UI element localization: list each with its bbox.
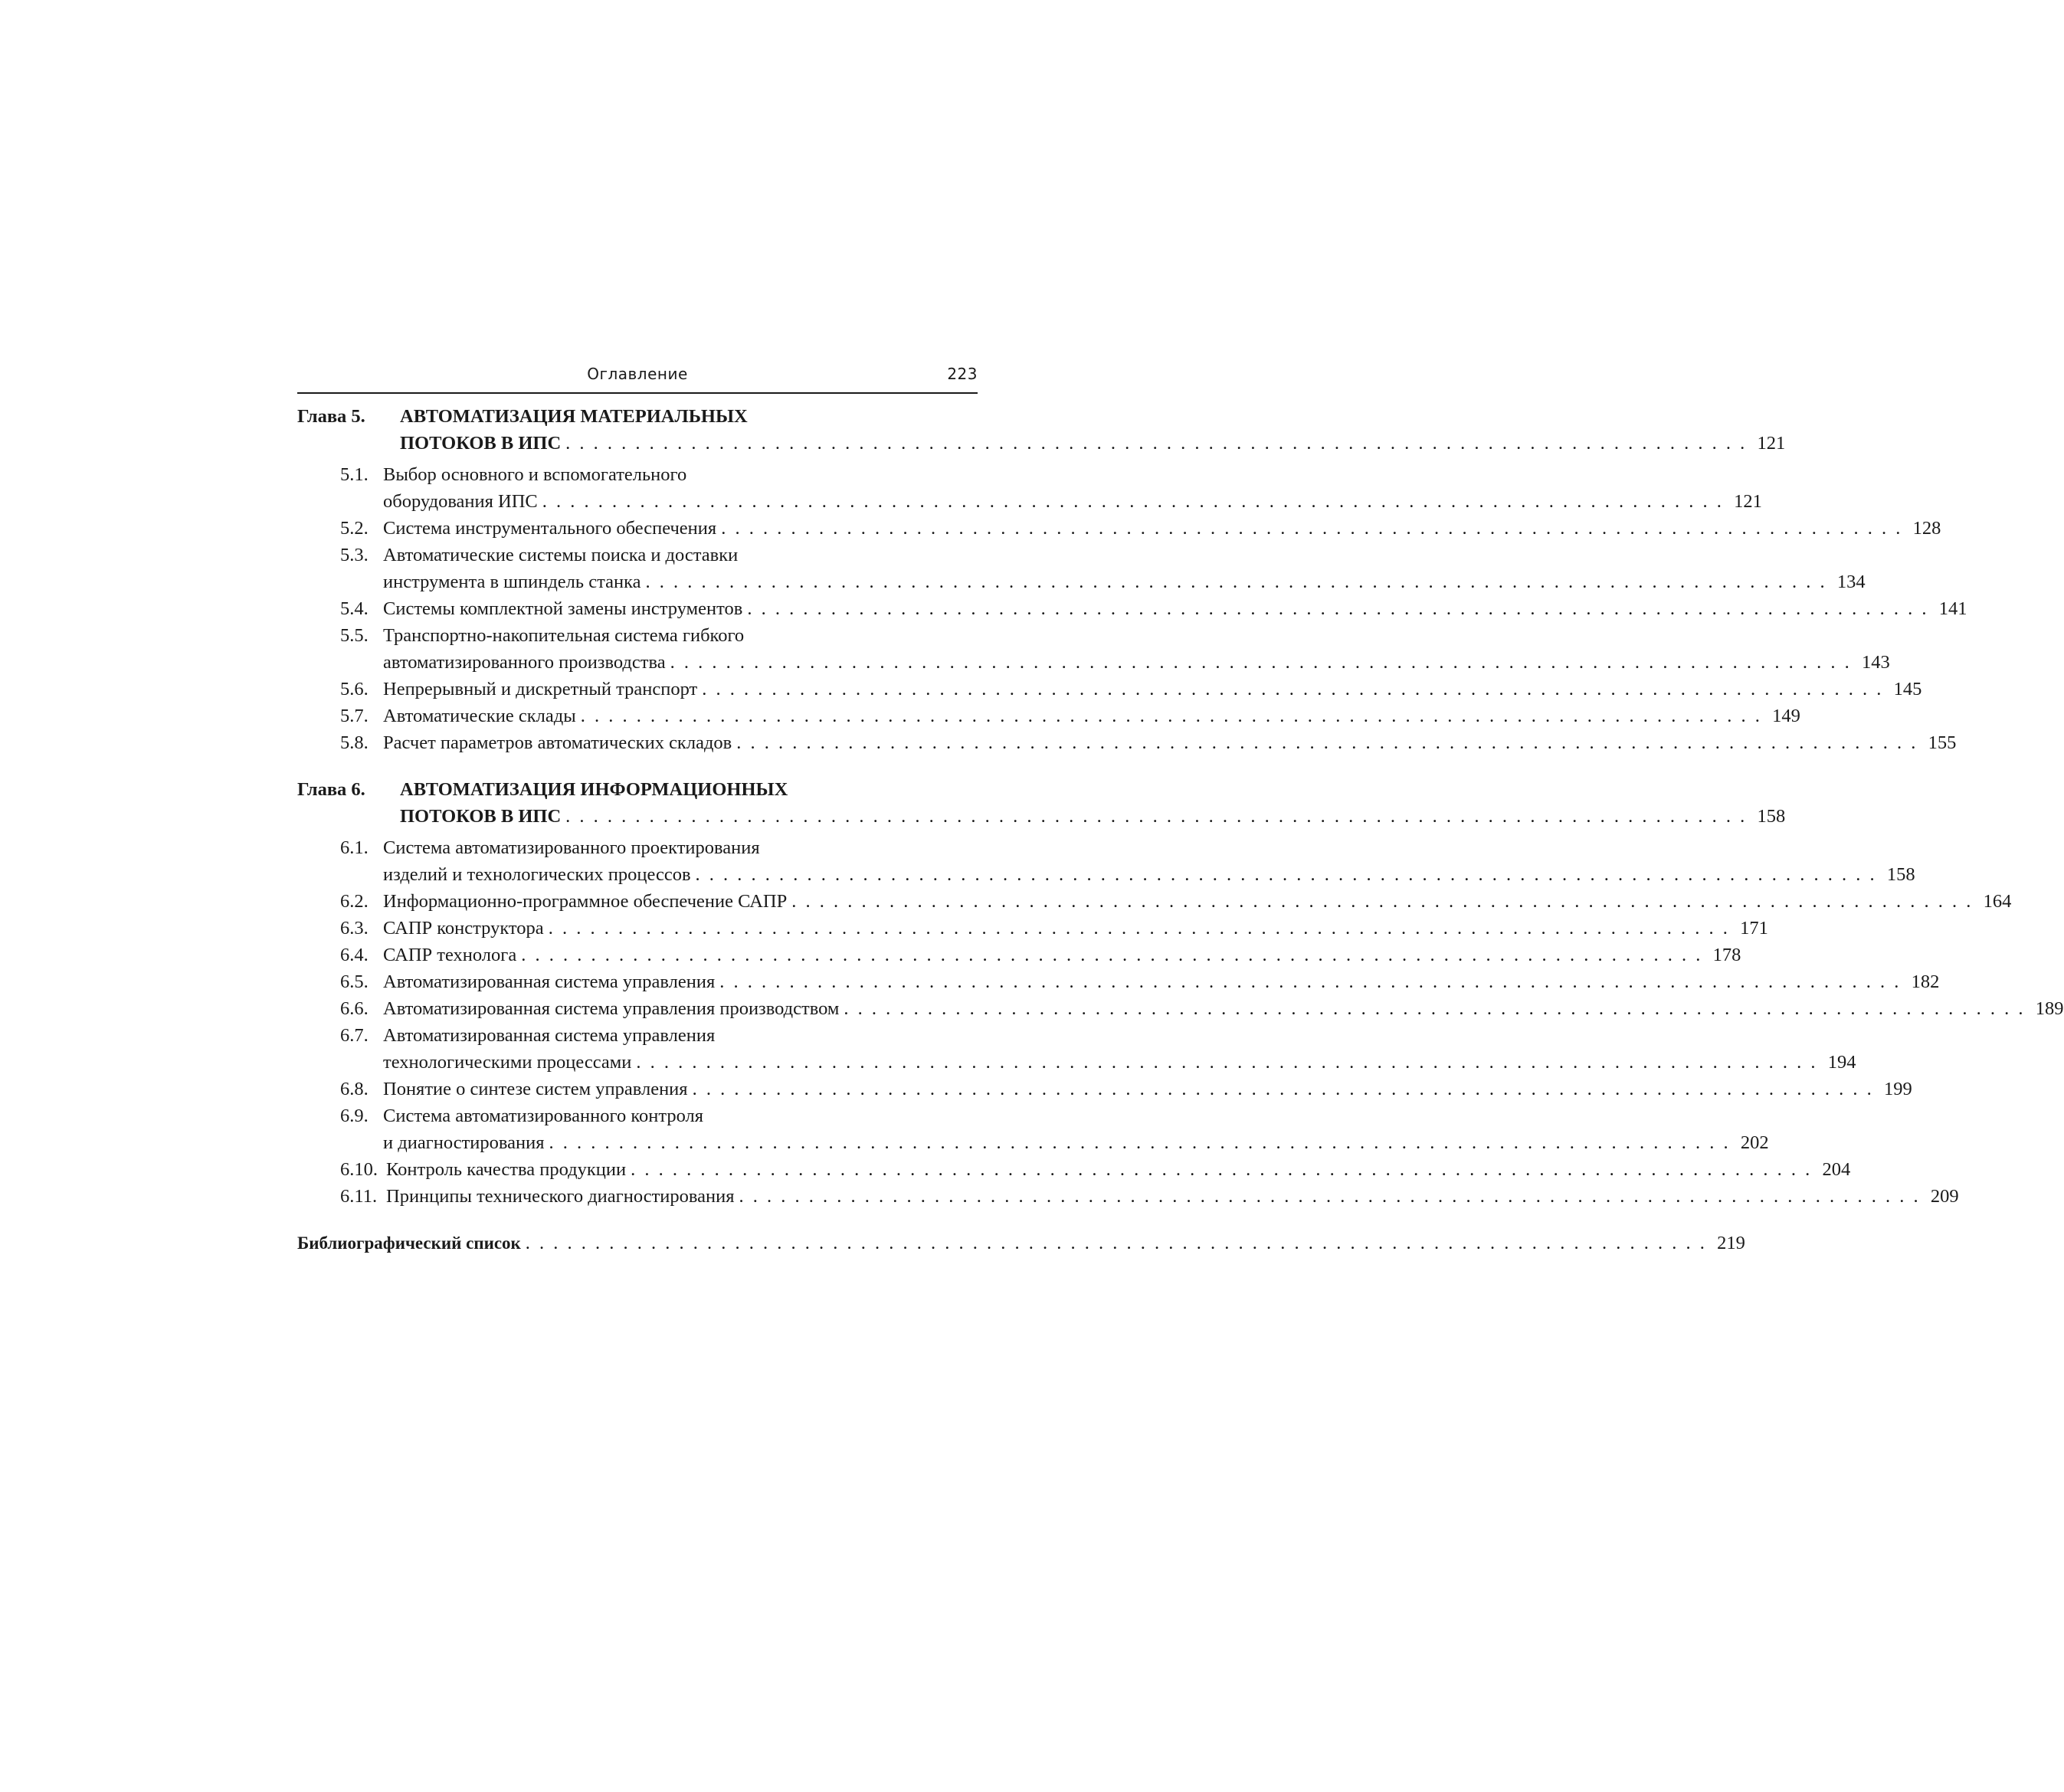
dot-leader [549, 915, 1730, 942]
dot-leader [747, 595, 1928, 622]
chapter-label: Глава 5. [297, 406, 365, 427]
running-head-title: Оглавление [587, 365, 688, 383]
section-page-number: 155 [1928, 732, 1957, 753]
toc-entry-6-5[interactable] [297, 968, 1940, 995]
section-number: 6.6. [340, 998, 369, 1019]
chapter-label: Глава 6. [297, 779, 365, 800]
dot-leader [542, 488, 1724, 515]
toc-entry-5-2[interactable] [297, 515, 1941, 542]
toc-entry-5-1[interactable] [297, 461, 1762, 515]
section-page-number: 134 [1836, 572, 1866, 592]
section-number: 5.6. [340, 679, 369, 699]
section-page-number: 149 [1772, 706, 1800, 726]
toc-entry-5-4[interactable] [297, 595, 1967, 622]
toc-entry-6-11[interactable] [297, 1183, 1959, 1210]
dot-leader [791, 888, 1973, 915]
dot-leader [636, 1049, 1817, 1076]
section-title-line1: Автоматизированная система управления [383, 971, 716, 992]
section-page-number: 143 [1861, 652, 1890, 673]
toc-entry-5-3[interactable] [297, 542, 1866, 595]
dot-leader [739, 1183, 1921, 1210]
toc-entry-6-9[interactable] [297, 1102, 1769, 1156]
chapter-title-line2: ПОТОКОВ В ИПС [400, 433, 562, 454]
dot-leader [736, 729, 1918, 756]
chapter-title [400, 403, 1785, 457]
dot-leader [702, 676, 1883, 703]
section-page-number: 189 [2035, 998, 2064, 1019]
section-number: 6.8. [340, 1079, 369, 1099]
section-number: 6.2. [340, 891, 369, 912]
toc-entry-5-8[interactable] [297, 729, 1957, 756]
bibliography-page-number: 219 [1717, 1233, 1745, 1253]
section-page-number: 182 [1911, 971, 1940, 992]
section-number: 6.10. [340, 1159, 378, 1180]
chapter-5 [297, 403, 1967, 756]
section-number: 5.3. [340, 545, 369, 565]
section-title-line2: технологическими процессами [383, 1052, 632, 1073]
toc-entry-6-3[interactable] [297, 915, 1768, 942]
section-title-line1: Расчет параметров автоматических складов [383, 732, 732, 753]
section-number: 5.4. [340, 598, 369, 619]
section-title-line1: Система автоматизированного контроля [383, 1106, 704, 1126]
section-number: 5.2. [340, 518, 369, 539]
section-title-line1: Непрерывный и дискретный транспорт [383, 679, 698, 699]
toc-entry-6-8[interactable] [297, 1076, 1912, 1102]
section-page-number: 141 [1938, 598, 1967, 619]
dot-leader [581, 703, 1762, 729]
section-title-line1: Система автоматизированного проектирования [383, 837, 760, 858]
toc-entry-5-7[interactable] [297, 703, 1800, 729]
table-of-contents [297, 403, 2064, 1256]
dot-leader [521, 942, 1702, 968]
section-page-number: 194 [1827, 1052, 1856, 1073]
dot-leader [565, 803, 1747, 830]
dot-leader [844, 995, 2025, 1022]
dot-leader [670, 649, 1852, 676]
section-title-line1: Автоматизированная система управления [383, 1025, 716, 1046]
section-number: 6.3. [340, 918, 369, 939]
section-number: 6.5. [340, 971, 369, 992]
bibliography-label: Библиографический список [297, 1233, 521, 1253]
section-title-line1: Выбор основного и вспомогательного [383, 464, 687, 485]
toc-entry-6-10[interactable] [297, 1156, 1851, 1183]
book-page [297, 360, 2064, 1256]
chapter-heading [297, 776, 1786, 830]
section-page-number: 158 [1886, 864, 1915, 885]
section-number: 5.7. [340, 706, 369, 726]
section-number: 6.9. [340, 1106, 369, 1126]
section-title-line1: Система инструментального обеспечения [383, 518, 717, 539]
section-number: 6.7. [340, 1025, 369, 1046]
section-page-number: 202 [1740, 1132, 1769, 1153]
section-page-number: 178 [1712, 945, 1741, 965]
section-title-line1: САПР конструктора [383, 918, 544, 939]
chapter-page-number: 158 [1757, 806, 1786, 827]
toc-entry-5-5[interactable] [297, 622, 1890, 676]
section-number: 5.8. [340, 732, 369, 753]
toc-entry-6-4[interactable] [297, 942, 1741, 968]
section-title-line2: и диагностирования [383, 1132, 545, 1153]
section-title-line1: Автоматические системы поиска и доставки [383, 545, 739, 565]
toc-entry-6-1[interactable] [297, 834, 1915, 888]
toc-entry-6-6[interactable] [297, 995, 2064, 1022]
chapter-heading [297, 403, 1786, 457]
section-list [297, 461, 1967, 756]
chapter-title [400, 776, 1785, 830]
dot-leader [645, 568, 1826, 595]
running-head-page-number: 223 [947, 365, 978, 383]
chapter-page-number: 121 [1757, 433, 1786, 454]
section-number: 5.1. [340, 464, 369, 485]
section-page-number: 171 [1740, 918, 1768, 939]
dot-leader [549, 1129, 1731, 1156]
dot-leader [526, 1230, 1707, 1256]
section-list [297, 834, 2064, 1210]
dot-leader [696, 861, 1877, 888]
toc-entry-6-7[interactable] [297, 1022, 1856, 1076]
chapter-title-line1: АВТОМАТИЗАЦИЯ МАТЕРИАЛЬНЫХ [400, 406, 748, 427]
section-title-line1: Автоматизированная система управления производством [383, 998, 840, 1019]
section-title-line2: изделий и технологических процессов [383, 864, 691, 885]
section-page-number: 128 [1912, 518, 1941, 539]
dot-leader [719, 968, 1901, 995]
section-title-line1: Транспортно-накопительная система гибкого [383, 625, 745, 646]
section-number: 6.1. [340, 837, 369, 858]
toc-entry-bibliography[interactable] [297, 1230, 1745, 1256]
chapter-6 [297, 776, 2064, 1210]
dot-leader [721, 515, 1902, 542]
chapter-title-line1: АВТОМАТИЗАЦИЯ ИНФОРМАЦИОННЫХ [400, 779, 788, 800]
section-page-number: 164 [1983, 891, 2012, 912]
section-title-line1: Принципы технического диагностирования [386, 1186, 735, 1207]
section-title-line2: инструмента в шпиндель станка [383, 572, 641, 592]
section-title-line2: автоматизированного производства [383, 652, 666, 673]
section-title-line1: Автоматические склады [383, 706, 576, 726]
running-head [297, 360, 978, 394]
dot-leader [565, 430, 1747, 457]
section-page-number: 121 [1734, 491, 1762, 512]
toc-entry-5-6[interactable] [297, 676, 1922, 703]
dot-leader [631, 1156, 1812, 1183]
toc-entry-6-2[interactable] [297, 888, 2012, 915]
section-number: 6.4. [340, 945, 369, 965]
chapter-title-line2: ПОТОКОВ В ИПС [400, 806, 562, 827]
section-title-line1: Контроль качества продукции [386, 1159, 627, 1180]
section-title-line1: Понятие о синтезе систем управления [383, 1079, 688, 1099]
section-page-number: 199 [1883, 1079, 1912, 1099]
section-title-line1: САПР технолога [383, 945, 517, 965]
section-number: 6.11. [340, 1186, 378, 1207]
section-page-number: 209 [1930, 1186, 1959, 1207]
dot-leader [693, 1076, 1874, 1102]
section-page-number: 204 [1822, 1159, 1851, 1180]
section-title-line1: Информационно-программное обеспечение САПР [383, 891, 788, 912]
section-title-line1: Системы комплектной замены инструментов [383, 598, 743, 619]
section-number: 5.5. [340, 625, 369, 646]
section-title-line2: оборудования ИПС [383, 491, 538, 512]
section-page-number: 145 [1893, 679, 1922, 699]
